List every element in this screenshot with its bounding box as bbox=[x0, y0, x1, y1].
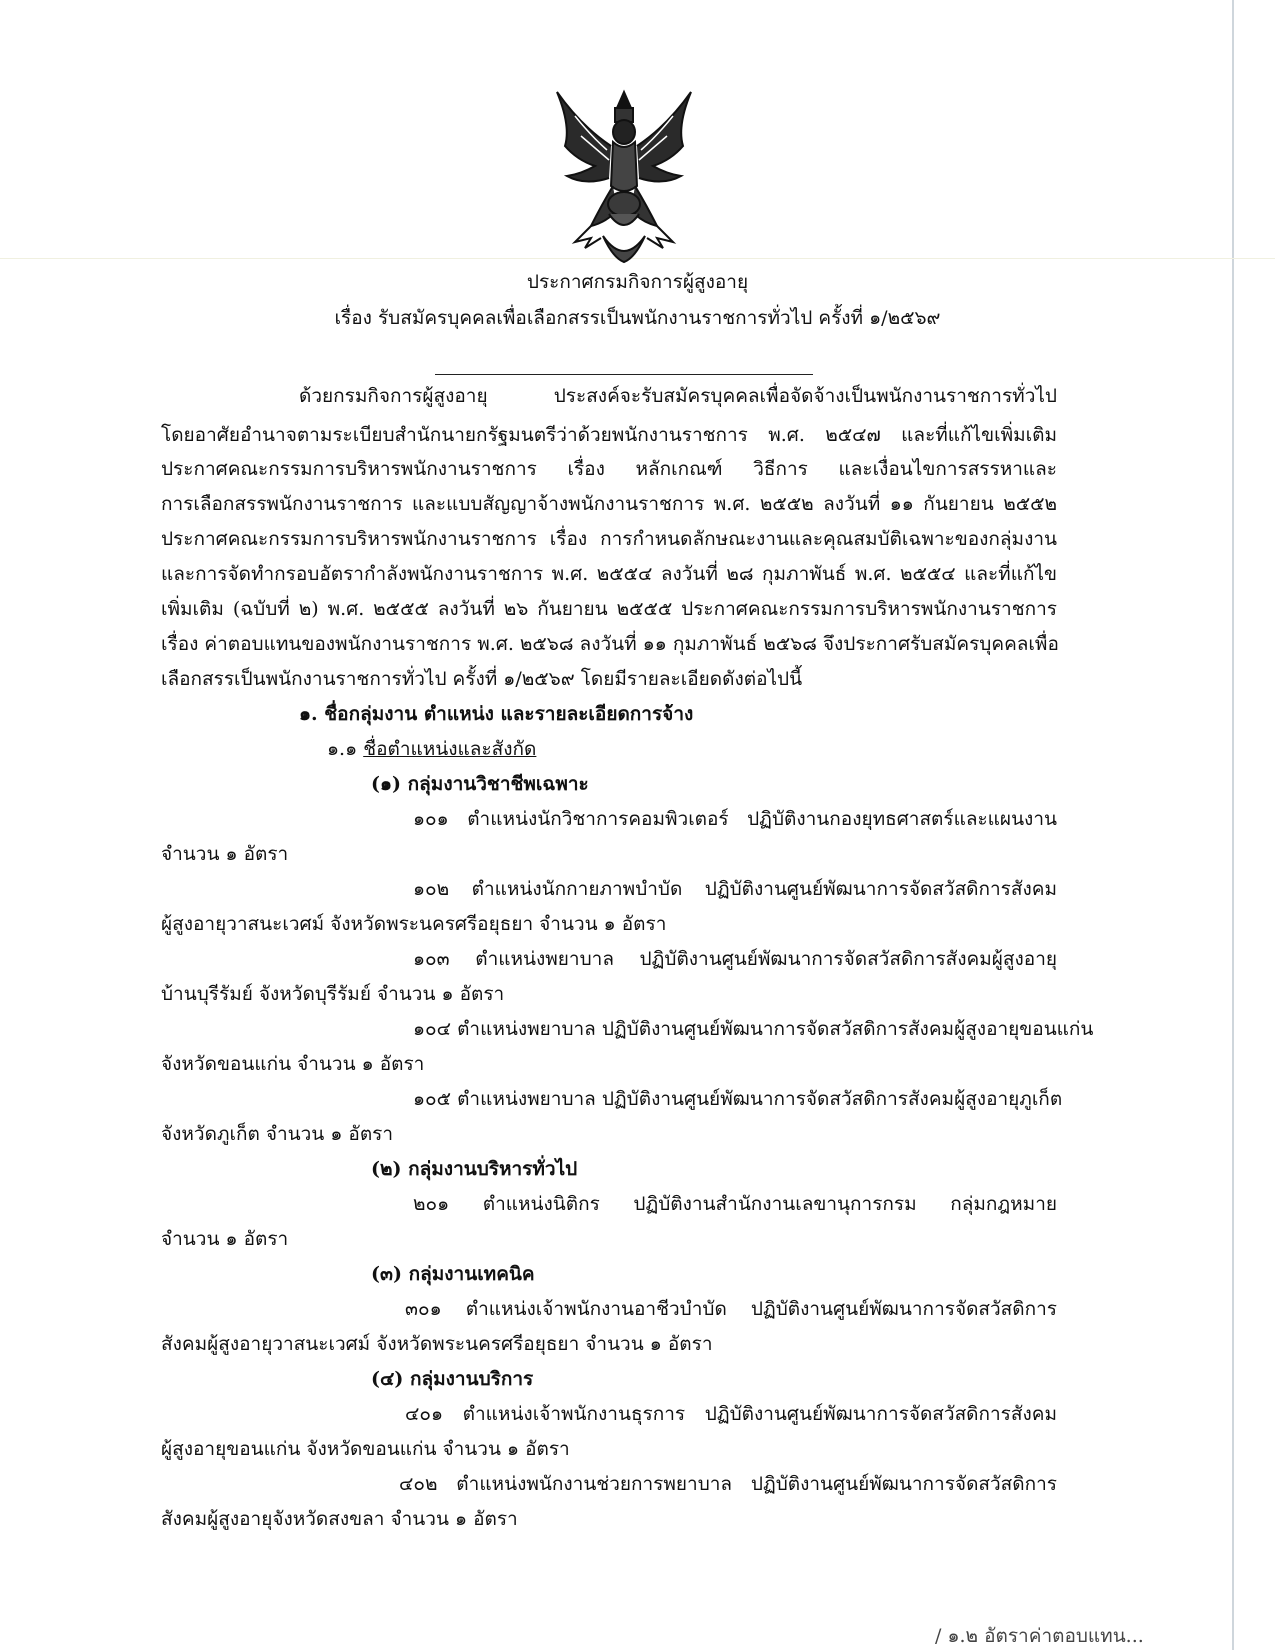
header-divider bbox=[435, 374, 813, 375]
position-line: สังคมผู้สูงอายุจังหวัดสงขลา จำนวน ๑ อัตรา bbox=[161, 1508, 518, 1530]
position-line: จำนวน ๑ อัตรา bbox=[161, 843, 289, 865]
garuda-emblem-icon bbox=[551, 86, 697, 268]
announcement-subject: เรื่อง รับสมัครบุคคลเพื่อเลือกสรรเป็นพนักงานราชการทั่วไป ครั้งที่ ๑/๒๕๖๙ bbox=[334, 307, 941, 329]
intro-line: เพิ่มเติม (ฉบับที่ ๒) พ.ศ. ๒๕๕๕ ลงวันที่ ๒๖ กันยายน ๒๕๕๕ ประกาศคณะกรรมการบริหารพนักงานราชการ bbox=[161, 598, 1057, 620]
scan-edge-line bbox=[1232, 0, 1234, 1650]
intro-line: เลือกสรรเป็นพนักงานราชการทั่วไป ครั้งที่ ๑/๒๕๖๙ โดยมีรายละเอียดดังต่อไปนี้ bbox=[161, 668, 803, 690]
group-heading: (๓) กลุ่มงานเทคนิค bbox=[371, 1263, 535, 1285]
intro-line: โดยอาศัยอำนาจตามระเบียบสำนักนายกรัฐมนตรีว่าด้วยพนักงานราชการ พ.ศ. ๒๕๔๗ และที่แก้ไขเพิ่มเติม bbox=[161, 424, 1057, 446]
position-line: ๑๐๔ ตำแหน่งพยาบาล ปฏิบัติงานศูนย์พัฒนาการจัดสวัสดิการสังคมผู้สูงอายุขอนแก่น bbox=[413, 1018, 1094, 1040]
position-line: บ้านบุรีรัมย์ จังหวัดบุรีรัมย์ จำนวน ๑ อัตรา bbox=[161, 983, 505, 1005]
subsection-heading bbox=[327, 737, 536, 761]
position-line: ๒๐๑ ตำแหน่งนิติกร ปฏิบัติงานสำนักงานเลขานุการกรม กลุ่มกฎหมาย bbox=[413, 1193, 1057, 1215]
intro-line: ประกาศคณะกรรมการบริหารพนักงานราชการ เรื่อง การกำหนดลักษณะงานและคุณสมบัติเฉพาะของกลุ่มงาน bbox=[161, 528, 1057, 550]
position-line: ผู้สูงอายุขอนแก่น จังหวัดขอนแก่น จำนวน ๑ อัตรา bbox=[161, 1438, 570, 1460]
position-line: ๓๐๑ ตำแหน่งเจ้าพนักงานอาชีวบำบัด ปฏิบัติงานศูนย์พัฒนาการจัดสวัสดิการ bbox=[405, 1298, 1057, 1320]
group-heading: (๑) กลุ่มงานวิชาชีพเฉพาะ bbox=[371, 773, 589, 795]
intro-line: ด้วยกรมกิจการผู้สูงอายุ ประสงค์จะรับสมัครบุคคลเพื่อจัดจ้างเป็นพนักงานราชการทั่วไป bbox=[299, 385, 1057, 407]
continued-note: / ๑.๒ อัตราค่าตอบแทน... bbox=[935, 1625, 1144, 1647]
position-line: จังหวัดภูเก็ต จำนวน ๑ อัตรา bbox=[161, 1123, 394, 1145]
subsection-number: ๑.๑ bbox=[327, 738, 364, 760]
intro-line: การเลือกสรรพนักงานราชการ และแบบสัญญาจ้างพนักงานราชการ พ.ศ. ๒๕๕๒ ลงวันที่ ๑๑ กันยายน ๒๕๕๒ bbox=[161, 493, 1057, 515]
position-line: ๑๐๓ ตำแหน่งพยาบาล ปฏิบัติงานศูนย์พัฒนาการจัดสวัสดิการสังคมผู้สูงอายุ bbox=[413, 948, 1057, 970]
subsection-title: ชื่อตำแหน่งและสังกัด bbox=[363, 738, 537, 760]
position-line: ๑๐๒ ตำแหน่งนักกายภาพบำบัด ปฏิบัติงานศูนย์พัฒนาการจัดสวัสดิการสังคม bbox=[413, 878, 1057, 900]
position-line: ผู้สูงอายุวาสนะเวศม์ จังหวัดพระนครศรีอยุธยา จำนวน ๑ อัตรา bbox=[161, 913, 667, 935]
announcement-title: ประกาศกรมกิจการผู้สูงอายุ bbox=[526, 271, 749, 293]
position-line: ๑๐๕ ตำแหน่งพยาบาล ปฏิบัติงานศูนย์พัฒนาการจัดสวัสดิการสังคมผู้สูงอายุภูเก็ต bbox=[413, 1088, 1063, 1110]
intro-line: เรื่อง ค่าตอบแทนของพนักงานราชการ พ.ศ. ๒๕๖๘ ลงวันที่ ๑๑ กุมภาพันธ์ ๒๕๖๘ จึงประกาศรับสมัครบุคคลเพื่อ bbox=[161, 633, 1059, 655]
position-line: จำนวน ๑ อัตรา bbox=[161, 1228, 289, 1250]
position-line: จังหวัดขอนแก่น จำนวน ๑ อัตรา bbox=[161, 1053, 425, 1075]
position-line: ๑๐๑ ตำแหน่งนักวิชาการคอมพิวเตอร์ ปฏิบัติงานกองยุทธศาสตร์และแผนงาน bbox=[413, 808, 1057, 830]
position-line: สังคมผู้สูงอายุวาสนะเวศม์ จังหวัดพระนครศรีอยุธยา จำนวน ๑ อัตรา bbox=[161, 1333, 713, 1355]
position-line: ๔๐๒ ตำแหน่งพนักงานช่วยการพยาบาล ปฏิบัติงานศูนย์พัฒนาการจัดสวัสดิการ bbox=[399, 1473, 1057, 1495]
group-heading: (๒) กลุ่มงานบริหารทั่วไป bbox=[371, 1158, 578, 1180]
intro-line: ประกาศคณะกรรมการบริหารพนักงานราชการ เรื่อง หลักเกณฑ์ วิธีการ และเงื่อนไขการสรรหาและ bbox=[161, 458, 1057, 480]
section-heading: ๑. ชื่อกลุ่มงาน ตำแหน่ง และรายละเอียดการจ้าง bbox=[299, 703, 694, 725]
group-heading: (๔) กลุ่มงานบริการ bbox=[371, 1368, 534, 1390]
position-line: ๔๐๑ ตำแหน่งเจ้าพนักงานธุรการ ปฏิบัติงานศูนย์พัฒนาการจัดสวัสดิการสังคม bbox=[405, 1403, 1057, 1425]
intro-line: และการจัดทำกรอบอัตรากำลังพนักงานราชการ พ.ศ. ๒๕๕๔ ลงวันที่ ๒๘ กุมภาพันธ์ พ.ศ. ๒๕๕๔ และที่แก้ไข bbox=[161, 563, 1057, 585]
